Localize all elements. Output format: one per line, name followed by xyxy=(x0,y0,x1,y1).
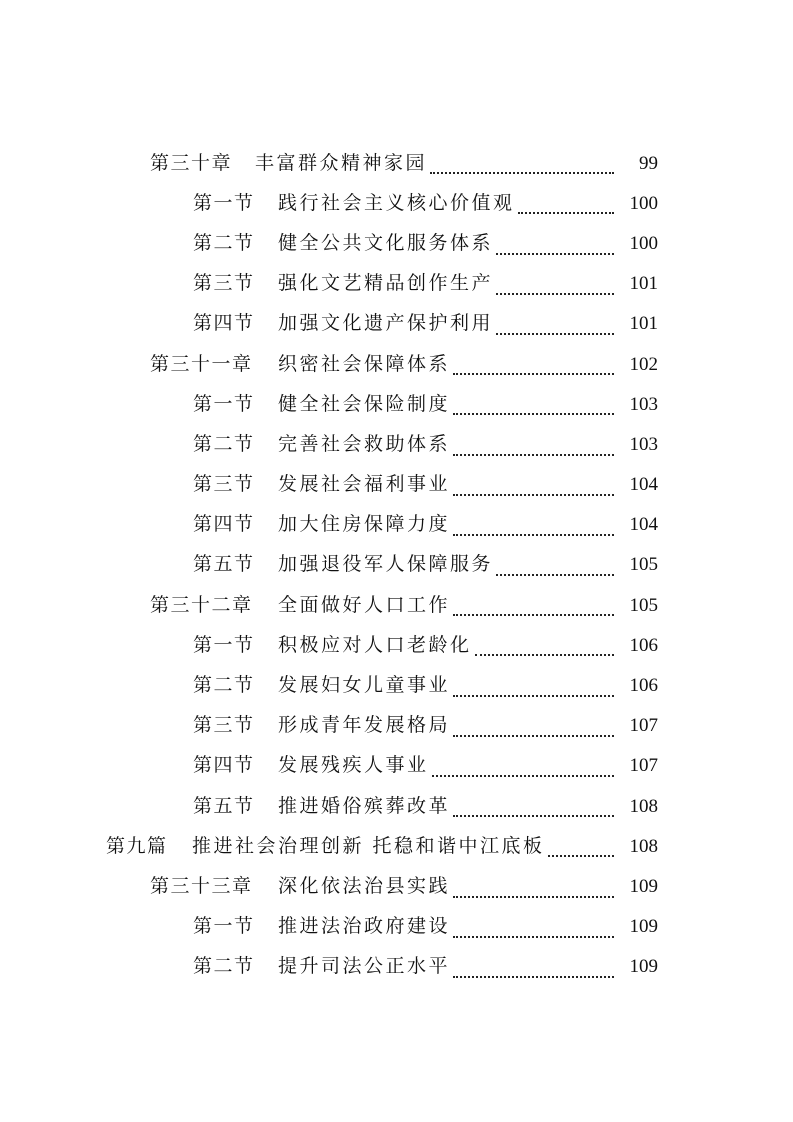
entry-page-number: 109 xyxy=(629,956,658,978)
toc-entry-section[interactable] xyxy=(0,746,793,786)
dot-leader xyxy=(453,453,614,456)
entry-label: 第三十章 xyxy=(150,151,233,174)
entry-title: 加大住房保障力度 xyxy=(278,513,451,536)
toc-entry-section[interactable] xyxy=(0,264,793,304)
entry-label: 第三节 xyxy=(193,714,255,737)
entry-label: 第三十三章 xyxy=(150,874,253,897)
entry-page-number: 109 xyxy=(629,916,658,938)
dot-leader xyxy=(430,171,614,174)
toc-entry-section[interactable] xyxy=(0,947,793,987)
entry-title: 提升司法公正水平 xyxy=(278,955,451,978)
dot-leader xyxy=(453,814,614,817)
entry-title: 践行社会主义核心价值观 xyxy=(278,191,515,214)
entry-page-number: 104 xyxy=(629,474,658,496)
entry-title: 丰富群众精神家园 xyxy=(255,151,428,174)
dot-leader xyxy=(453,975,614,978)
toc-entry-section[interactable] xyxy=(0,907,793,947)
dot-leader xyxy=(432,774,614,777)
entry-page-number: 103 xyxy=(629,393,658,415)
toc-entry-chapter[interactable] xyxy=(0,585,793,625)
entry-label: 第一节 xyxy=(193,191,255,214)
entry-title: 推进社会治理创新 托稳和谐中江底板 xyxy=(192,834,545,857)
toc-entry-section[interactable] xyxy=(0,465,793,505)
entry-title: 健全公共文化服务体系 xyxy=(278,231,494,254)
entry-title: 织密社会保障体系 xyxy=(278,352,451,375)
entry-page-number: 102 xyxy=(629,353,658,375)
entry-page-number: 101 xyxy=(629,313,658,335)
entry-label: 第一节 xyxy=(193,915,255,938)
entry-title: 加强退役军人保障服务 xyxy=(278,553,494,576)
entry-title: 推进婚俗殡葬改革 xyxy=(278,794,451,817)
entry-title: 加强文化遗产保护利用 xyxy=(278,312,494,335)
toc-entry-chapter[interactable] xyxy=(0,344,793,384)
toc-entry-section[interactable] xyxy=(0,384,793,424)
entry-page-number: 107 xyxy=(629,755,658,777)
entry-label: 第三十二章 xyxy=(150,593,253,616)
entry-label: 第一节 xyxy=(193,633,255,656)
entry-title: 健全社会保险制度 xyxy=(278,392,451,415)
dot-leader xyxy=(453,493,614,496)
entry-label: 第九篇 xyxy=(106,834,168,857)
toc-entry-section[interactable] xyxy=(0,505,793,545)
dot-leader xyxy=(548,854,614,857)
entry-page-number: 108 xyxy=(629,835,658,857)
entry-label: 第一节 xyxy=(193,392,255,415)
entry-page-number: 99 xyxy=(639,152,658,174)
entry-label: 第四节 xyxy=(193,513,255,536)
dot-leader xyxy=(496,292,614,295)
entry-page-number: 109 xyxy=(629,875,658,897)
entry-title: 形成青年发展格局 xyxy=(278,714,451,737)
entry-label: 第四节 xyxy=(193,312,255,335)
dot-leader xyxy=(453,372,614,375)
toc-entry-section[interactable] xyxy=(0,424,793,464)
entry-page-number: 104 xyxy=(629,514,658,536)
entry-page-number: 106 xyxy=(629,675,658,697)
dot-leader xyxy=(518,211,614,214)
entry-title: 推进法治政府建设 xyxy=(278,915,451,938)
entry-label: 第三节 xyxy=(193,272,255,295)
toc-entry-chapter[interactable] xyxy=(0,866,793,906)
toc-entry-section[interactable] xyxy=(0,786,793,826)
toc-entry-section[interactable] xyxy=(0,183,793,223)
entry-label: 第三十一章 xyxy=(150,352,253,375)
entry-page-number: 106 xyxy=(629,634,658,656)
toc-entry-part[interactable] xyxy=(0,826,793,866)
dot-leader xyxy=(453,895,614,898)
entry-title: 发展社会福利事业 xyxy=(278,473,451,496)
toc-entry-section[interactable] xyxy=(0,665,793,705)
entry-title: 积极应对人口老龄化 xyxy=(278,633,472,656)
entry-page-number: 103 xyxy=(629,433,658,455)
entry-page-number: 101 xyxy=(629,273,658,295)
toc-entry-chapter[interactable] xyxy=(0,143,793,183)
entry-label: 第五节 xyxy=(193,553,255,576)
entry-page-number: 100 xyxy=(629,232,658,254)
toc-entry-section[interactable] xyxy=(0,706,793,746)
entry-page-number: 100 xyxy=(629,192,658,214)
entry-title: 完善社会救助体系 xyxy=(278,432,451,455)
dot-leader xyxy=(453,533,614,536)
entry-title: 发展残疾人事业 xyxy=(278,754,429,777)
dot-leader xyxy=(496,252,614,255)
entry-title: 全面做好人口工作 xyxy=(278,593,451,616)
toc-entry-section[interactable] xyxy=(0,223,793,263)
entry-label: 第二节 xyxy=(193,231,255,254)
entry-page-number: 105 xyxy=(629,594,658,616)
entry-page-number: 108 xyxy=(629,795,658,817)
dot-leader xyxy=(453,613,614,616)
entry-label: 第二节 xyxy=(193,674,255,697)
entry-title: 强化文艺精品创作生产 xyxy=(278,272,494,295)
dot-leader xyxy=(496,573,614,576)
dot-leader xyxy=(496,332,614,335)
toc-entry-section[interactable] xyxy=(0,304,793,344)
entry-title: 发展妇女儿童事业 xyxy=(278,674,451,697)
entry-label: 第二节 xyxy=(193,432,255,455)
entry-label: 第二节 xyxy=(193,955,255,978)
entry-title: 深化依法治县实践 xyxy=(278,874,451,897)
entry-page-number: 107 xyxy=(629,715,658,737)
entry-page-number: 105 xyxy=(629,554,658,576)
table-of-contents xyxy=(0,143,793,987)
dot-leader xyxy=(453,694,614,697)
entry-label: 第三节 xyxy=(193,473,255,496)
dot-leader xyxy=(453,412,614,415)
dot-leader xyxy=(453,734,614,737)
entry-label: 第五节 xyxy=(193,794,255,817)
dot-leader xyxy=(475,653,614,656)
entry-label: 第四节 xyxy=(193,754,255,777)
dot-leader xyxy=(453,935,614,938)
toc-entry-section[interactable] xyxy=(0,545,793,585)
toc-entry-section[interactable] xyxy=(0,625,793,665)
